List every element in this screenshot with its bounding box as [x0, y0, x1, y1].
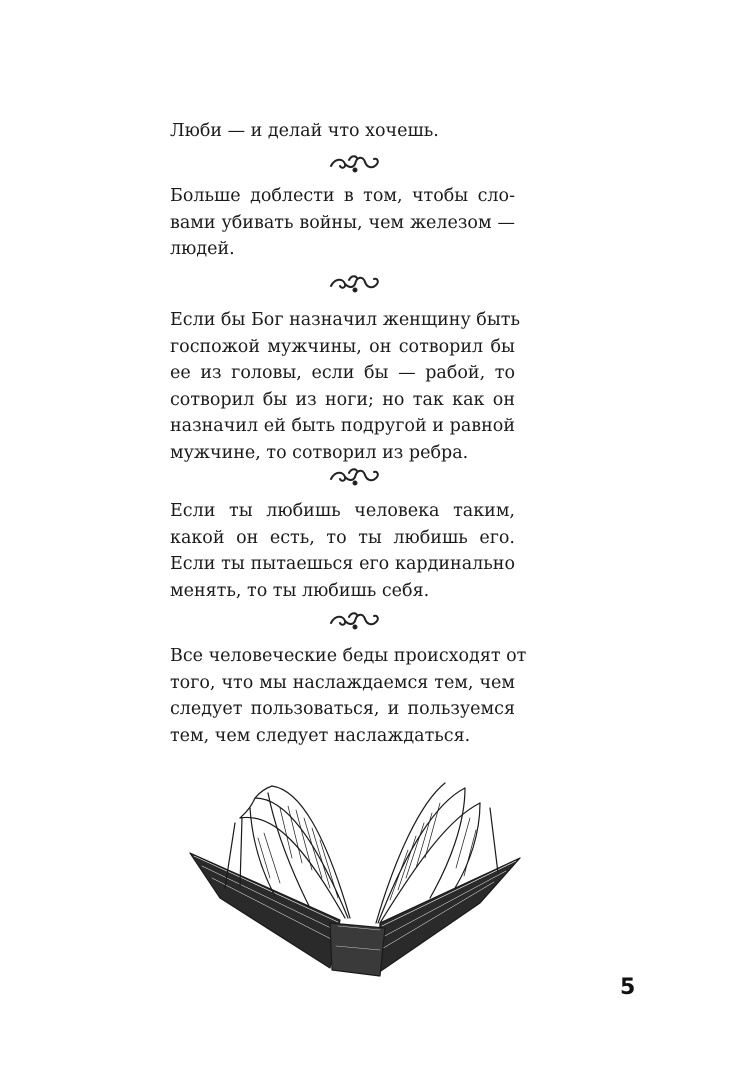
quote-line: менять, то ты любишь себя.: [170, 580, 430, 601]
quote-line: Если бы Бог назначил женщину быть: [170, 310, 520, 330]
quote-5: [170, 643, 527, 749]
quote-line: Если ты любишь человека таким,: [170, 501, 515, 521]
quote-1: [170, 118, 515, 145]
quote-line: того, что мы наслаждаемся тем, чем: [170, 672, 515, 693]
quote-2: [170, 183, 515, 263]
quote-line: Люби — и делай что хочешь.: [170, 121, 439, 141]
flourish-ornament-icon: [327, 607, 383, 633]
flourish-ornament-icon: [327, 463, 383, 489]
quote-line: Больше доблести в том, чтобы сло-: [170, 186, 515, 206]
quote-line: какой он есть, то ты любишь его.: [170, 527, 515, 548]
quote-3: [170, 307, 520, 466]
quote-line: ее из головы, если бы — рабой, то: [170, 363, 515, 383]
quote-line: мужчине, то сотворил из ребра.: [170, 442, 469, 463]
quote-line: госпожой мужчины, он сотворил бы: [170, 336, 515, 357]
open-book-illustration: [180, 778, 530, 978]
page-number: 5: [620, 975, 636, 1000]
flourish-ornament-icon: [327, 150, 383, 176]
quote-line: Если ты пытаешься его кардинально: [170, 554, 515, 574]
quote-4: [170, 498, 515, 604]
quote-line: сотворил бы из ноги; но так как он: [170, 389, 515, 410]
quote-line: людей.: [170, 239, 235, 259]
quote-line: следует пользоваться, и пользуемся: [170, 699, 515, 719]
quote-line: назначил ей быть подругой и равной: [170, 416, 515, 436]
flourish-ornament-icon: [327, 270, 383, 296]
quote-line: вами убивать войны, чем железом —: [170, 212, 515, 233]
quote-line: тем, чем следует наслаждаться.: [170, 725, 471, 746]
quote-line: Все человеческие беды происходят от: [170, 646, 527, 666]
